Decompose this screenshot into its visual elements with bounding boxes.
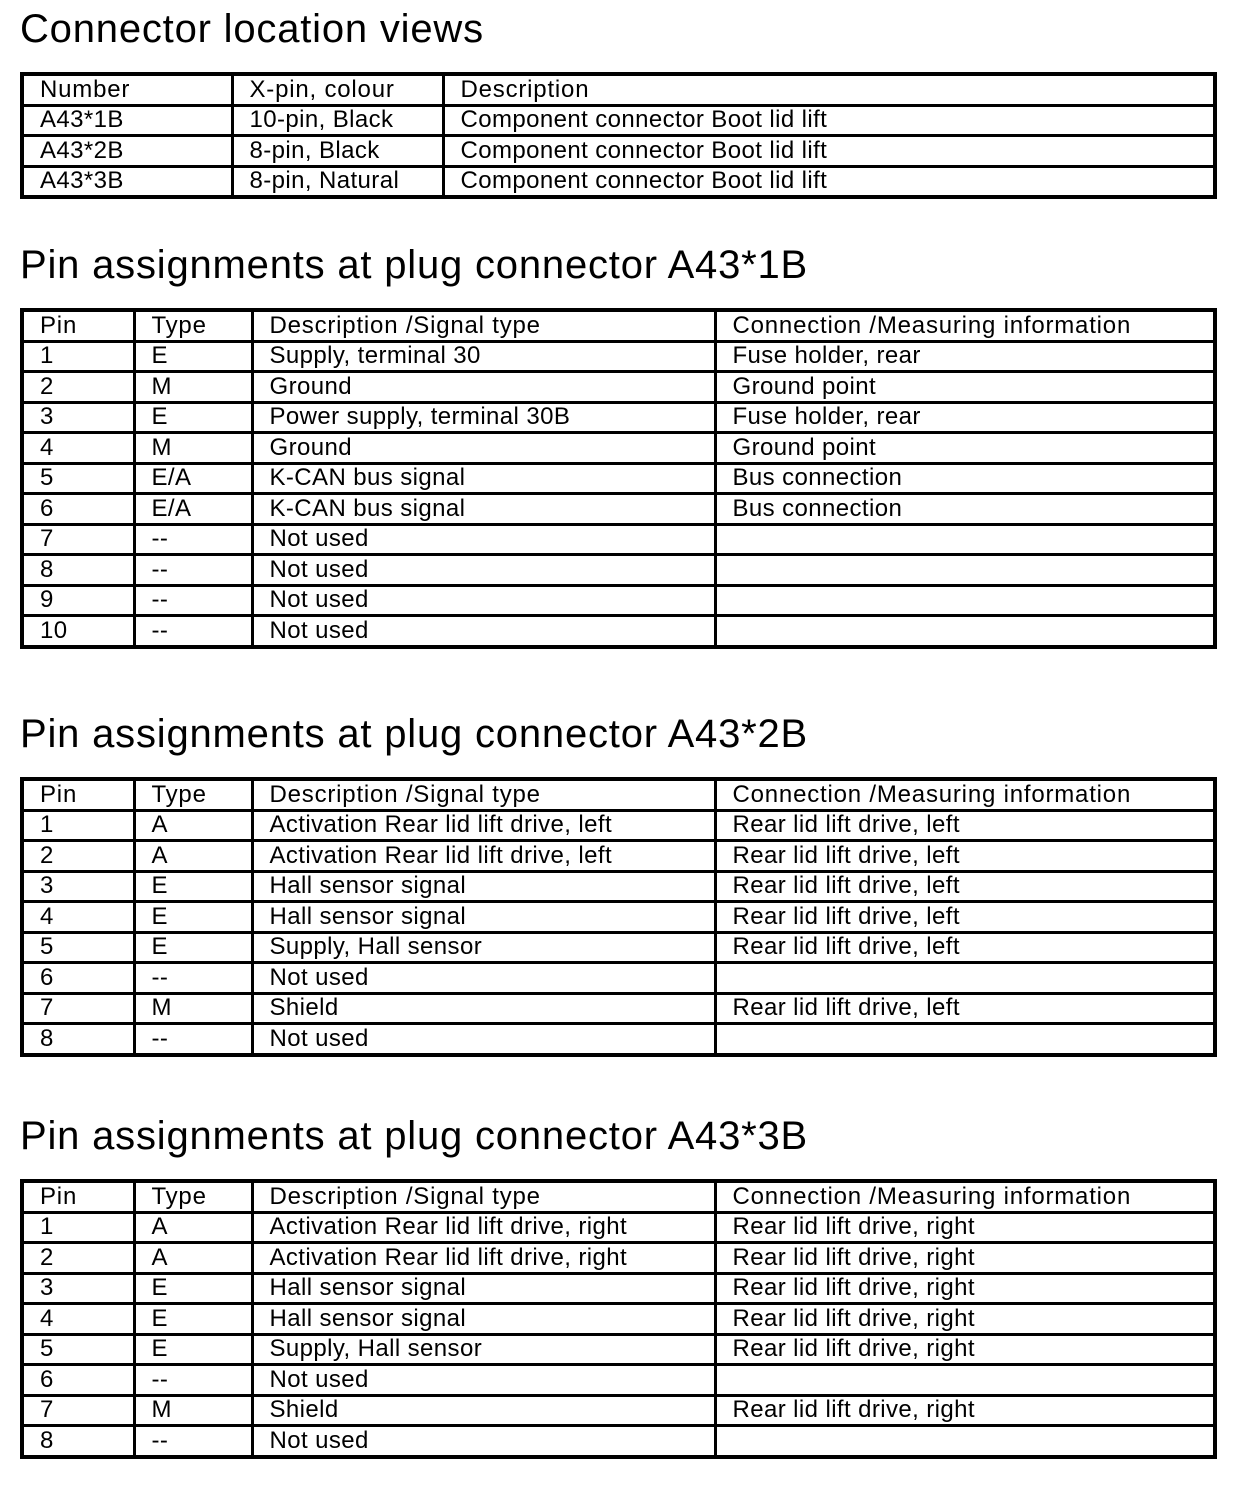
column-header-xpin-colour: X-pin, colour [232,74,443,105]
cell-pin: 4 [22,1304,134,1335]
connector-views-title: Connector location views [20,7,484,51]
table-header-row [22,779,1215,810]
cell-description: Not used [252,1024,715,1055]
cell-connection [715,555,1215,586]
table-row [22,1426,1215,1457]
cell-pin: 6 [22,1365,134,1396]
cell-connection [715,1365,1215,1396]
pin-assignments-a43-1b-table [20,308,1217,649]
cell-connection: Rear lid lift drive, left [715,932,1215,963]
cell-description: Component connector Boot lid lift [443,136,1215,167]
cell-type: M [134,372,252,403]
table-row [22,1395,1215,1426]
cell-connection: Fuse holder, rear [715,402,1215,433]
cell-number: A43*3B [22,166,232,197]
table-row [22,993,1215,1024]
cell-type: -- [134,524,252,555]
table-row [22,341,1215,372]
column-header-description-signal-type: Description /Signal type [252,779,715,810]
cell-xpin-colour: 8-pin, Black [232,136,443,167]
cell-description: Not used [252,1365,715,1396]
cell-connection: Rear lid lift drive, left [715,841,1215,872]
table-header-row [22,74,1215,105]
table-row [22,555,1215,586]
cell-type: E/A [134,494,252,525]
table-header-row [22,310,1215,341]
cell-type: E [134,1304,252,1335]
cell-xpin-colour: 10-pin, Black [232,105,443,136]
cell-description: Supply, Hall sensor [252,1334,715,1365]
cell-connection [715,963,1215,994]
cell-description: Not used [252,963,715,994]
cell-pin: 1 [22,810,134,841]
cell-type: E [134,932,252,963]
cell-connection: Rear lid lift drive, right [715,1212,1215,1243]
table-row [22,585,1215,616]
column-header-connection-measuring-information: Connection /Measuring information [715,779,1215,810]
cell-type: M [134,1395,252,1426]
cell-connection: Ground point [715,433,1215,464]
column-header-description: Description [443,74,1215,105]
cell-pin: 7 [22,524,134,555]
cell-type: E/A [134,463,252,494]
column-header-pin: Pin [22,779,134,810]
cell-type: -- [134,585,252,616]
cell-description: Supply, Hall sensor [252,932,715,963]
table-row [22,494,1215,525]
table-row [22,902,1215,933]
table-row [22,433,1215,464]
cell-pin: 7 [22,1395,134,1426]
cell-connection: Bus connection [715,494,1215,525]
cell-type: -- [134,616,252,647]
cell-description: Ground [252,372,715,403]
table-row [22,524,1215,555]
table-row [22,1304,1215,1335]
cell-pin: 5 [22,463,134,494]
column-header-connection-measuring-information: Connection /Measuring information [715,1181,1215,1212]
table-header-row [22,1181,1215,1212]
table-row [22,166,1215,197]
table-row [22,1365,1215,1396]
cell-description: K-CAN bus signal [252,463,715,494]
pin-assignments-a43-3b-table [20,1179,1217,1459]
table-row [22,105,1215,136]
table-row [22,402,1215,433]
cell-pin: 8 [22,555,134,586]
cell-pin: 4 [22,902,134,933]
cell-type: E [134,1273,252,1304]
cell-description: Component connector Boot lid lift [443,166,1215,197]
cell-connection [715,1426,1215,1457]
cell-connection: Rear lid lift drive, right [715,1273,1215,1304]
column-header-pin: Pin [22,1181,134,1212]
cell-type: A [134,1243,252,1274]
cell-description: Hall sensor signal [252,1304,715,1335]
cell-pin: 6 [22,494,134,525]
column-header-type: Type [134,779,252,810]
cell-pin: 9 [22,585,134,616]
cell-type: E [134,902,252,933]
table-row [22,1334,1215,1365]
cell-pin: 3 [22,402,134,433]
cell-type: E [134,341,252,372]
cell-description: Power supply, terminal 30B [252,402,715,433]
cell-description: Ground [252,433,715,464]
cell-connection: Rear lid lift drive, right [715,1304,1215,1335]
cell-description: Activation Rear lid lift drive, left [252,841,715,872]
column-header-pin: Pin [22,310,134,341]
cell-connection: Rear lid lift drive, right [715,1395,1215,1426]
cell-xpin-colour: 8-pin, Natural [232,166,443,197]
cell-number: A43*1B [22,105,232,136]
cell-pin: 3 [22,871,134,902]
cell-description: Not used [252,585,715,616]
cell-connection [715,524,1215,555]
cell-description: Activation Rear lid lift drive, right [252,1243,715,1274]
table-row [22,372,1215,403]
cell-description: Shield [252,1395,715,1426]
cell-type: -- [134,1426,252,1457]
cell-description: Not used [252,616,715,647]
table-row [22,463,1215,494]
cell-description: Not used [252,1426,715,1457]
cell-connection: Rear lid lift drive, left [715,902,1215,933]
table-row [22,1273,1215,1304]
cell-type: E [134,402,252,433]
cell-pin: 3 [22,1273,134,1304]
cell-connection: Bus connection [715,463,1215,494]
cell-type: -- [134,1365,252,1396]
cell-description: Supply, terminal 30 [252,341,715,372]
cell-description: Component connector Boot lid lift [443,105,1215,136]
table-row [22,1024,1215,1055]
table-row [22,136,1215,167]
cell-number: A43*2B [22,136,232,167]
column-header-number: Number [22,74,232,105]
cell-type: E [134,1334,252,1365]
cell-pin: 8 [22,1426,134,1457]
cell-connection [715,585,1215,616]
cell-type: -- [134,1024,252,1055]
cell-type: A [134,810,252,841]
column-header-type: Type [134,310,252,341]
cell-description: K-CAN bus signal [252,494,715,525]
table-row [22,932,1215,963]
cell-connection: Rear lid lift drive, left [715,993,1215,1024]
cell-type: A [134,841,252,872]
column-header-type: Type [134,1181,252,1212]
cell-type: E [134,871,252,902]
cell-connection [715,1024,1215,1055]
cell-connection: Ground point [715,372,1215,403]
table-row [22,1243,1215,1274]
cell-pin: 2 [22,1243,134,1274]
cell-pin: 4 [22,433,134,464]
cell-connection: Rear lid lift drive, right [715,1334,1215,1365]
table-row [22,841,1215,872]
table-row [22,616,1215,647]
cell-description: Not used [252,524,715,555]
cell-pin: 5 [22,932,134,963]
column-header-description-signal-type: Description /Signal type [252,310,715,341]
column-header-description-signal-type: Description /Signal type [252,1181,715,1212]
table-row [22,963,1215,994]
cell-connection [715,616,1215,647]
pin-assignments-a43-3b-title: Pin assignments at plug connector A43*3B [20,1114,809,1158]
cell-description: Activation Rear lid lift drive, left [252,810,715,841]
cell-description: Hall sensor signal [252,1273,715,1304]
pin-assignments-a43-1b-title: Pin assignments at plug connector A43*1B [20,243,809,287]
cell-connection: Rear lid lift drive, left [715,810,1215,841]
cell-description: Shield [252,993,715,1024]
column-header-connection-measuring-information: Connection /Measuring information [715,310,1215,341]
cell-connection: Fuse holder, rear [715,341,1215,372]
cell-pin: 7 [22,993,134,1024]
cell-pin: 10 [22,616,134,647]
connector-views-table [20,72,1217,199]
table-row [22,810,1215,841]
table-row [22,1212,1215,1243]
cell-type: -- [134,555,252,586]
cell-pin: 2 [22,372,134,403]
cell-connection: Rear lid lift drive, left [715,871,1215,902]
cell-pin: 1 [22,341,134,372]
cell-pin: 5 [22,1334,134,1365]
cell-description: Not used [252,555,715,586]
pin-assignments-a43-2b-table [20,777,1217,1057]
cell-type: M [134,433,252,464]
cell-pin: 2 [22,841,134,872]
cell-pin: 6 [22,963,134,994]
cell-pin: 1 [22,1212,134,1243]
cell-pin: 8 [22,1024,134,1055]
cell-connection: Rear lid lift drive, right [715,1243,1215,1274]
table-row [22,871,1215,902]
cell-description: Hall sensor signal [252,902,715,933]
cell-description: Activation Rear lid lift drive, right [252,1212,715,1243]
cell-type: -- [134,963,252,994]
cell-type: A [134,1212,252,1243]
cell-type: M [134,993,252,1024]
pin-assignments-a43-2b-title: Pin assignments at plug connector A43*2B [20,712,809,756]
cell-description: Hall sensor signal [252,871,715,902]
